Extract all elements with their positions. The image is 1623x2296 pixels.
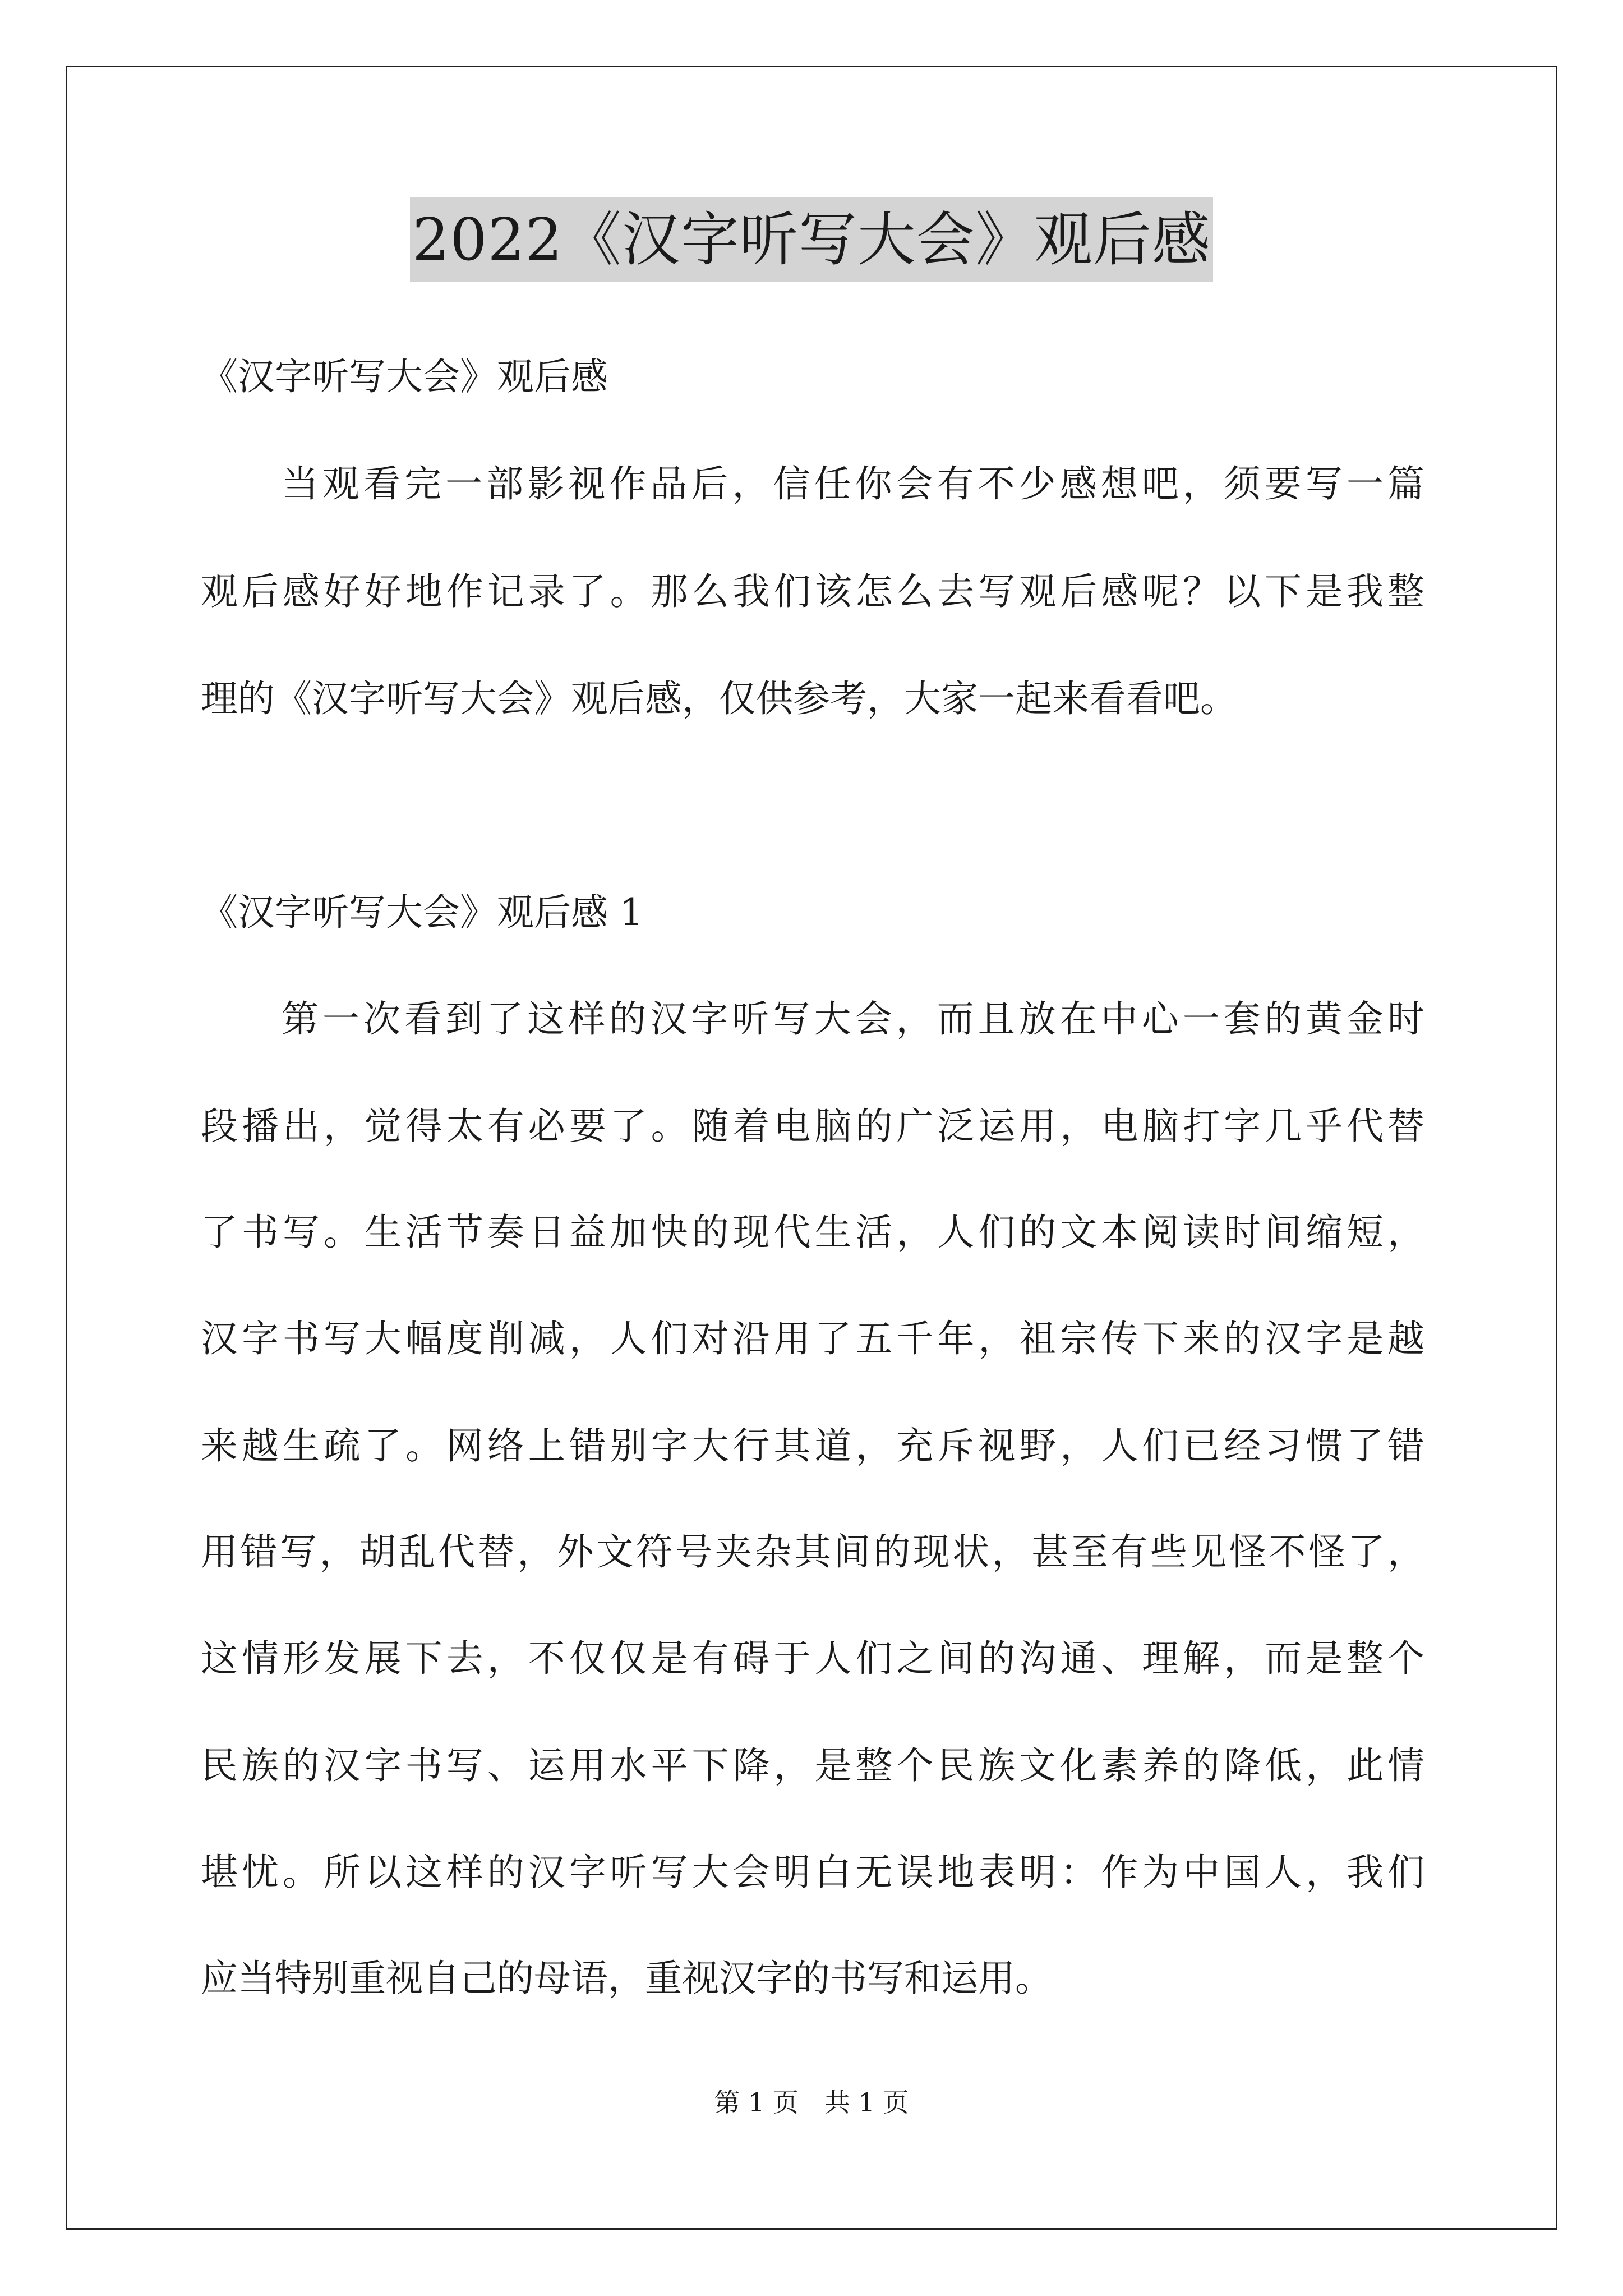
title-container <box>0 197 1623 282</box>
body-line: 民族的汉字书写、运用水平下降，是整个民族文化素养的降低，此情 <box>201 1744 1424 1787</box>
body-line: 段播出，觉得太有必要了。随着电脑的广泛运用，电脑打字几乎代替 <box>201 1105 1424 1148</box>
document-title: 2022《汉字听写大会》观后感 <box>410 197 1213 282</box>
body-line: 第一次看到了这样的汉字听写大会，而且放在中心一套的黄金时 <box>282 997 1424 1041</box>
body-line: 用错写，胡乱代替，外文符号夹杂其间的现状，甚至有些见怪不怪了， <box>201 1530 1424 1573</box>
body-line: 应当特别重视自己的母语，重视汉字的书写和运用。 <box>201 1957 1052 2000</box>
body-line: 堪忧。所以这样的汉字听写大会明白无误地表明：作为中国人，我们 <box>201 1851 1424 1894</box>
page-number-footer: 第 1 页 共 1 页 <box>714 2087 909 2118</box>
section-heading: 《汉字听写大会》观后感 1 <box>201 891 643 934</box>
intro-line: 当观看完一部影视作品后，信任你会有不少感想吧，须要写一篇 <box>282 462 1424 505</box>
document-subtitle: 《汉字听写大会》观后感 <box>201 355 608 398</box>
body-line: 了书写。生活节奏日益加快的现代生活，人们的文本阅读时间缩短， <box>201 1211 1424 1254</box>
body-line: 这情形发展下去，不仅仅是有碍于人们之间的沟通、理解，而是整个 <box>201 1637 1424 1680</box>
intro-line: 理的《汉字听写大会》观后感，仅供参考，大家一起来看看吧。 <box>201 677 1237 720</box>
body-line: 来越生疏了。网络上错别字大行其道，充斥视野，人们已经习惯了错 <box>201 1424 1424 1467</box>
intro-line: 观后感好好地作记录了。那么我们该怎么去写观后感呢？以下是我整 <box>201 570 1424 613</box>
body-line: 汉字书写大幅度削减，人们对沿用了五千年，祖宗传下来的汉字是越 <box>201 1317 1424 1360</box>
